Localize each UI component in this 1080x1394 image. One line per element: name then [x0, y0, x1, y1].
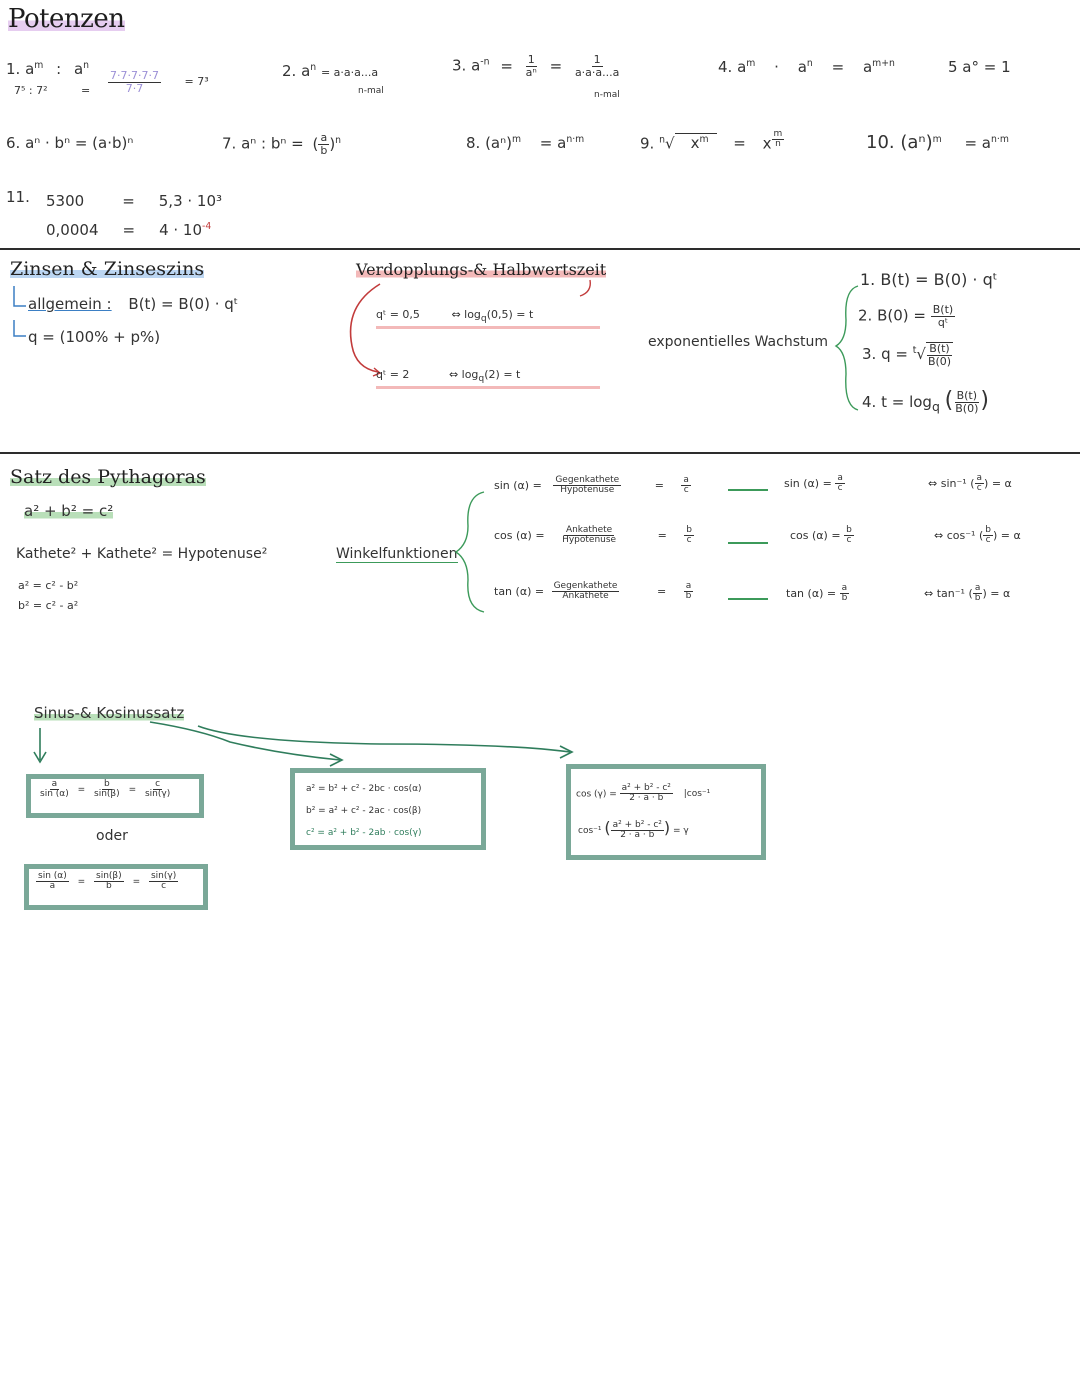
sin-ratio: sin (α) = $\frac{a}{c}$ [784, 473, 843, 494]
winkel-aus-seiten-box [566, 764, 766, 860]
rule-10: 10. $(a^n)^m = a^{n\cdot m}$ [866, 132, 1009, 153]
rule-9: 9. $^n$√ $x^m = x$ $^{\frac{m}{n}}$ [640, 129, 783, 153]
arctan: ⇔ tan⁻¹ ( $\frac{a}{b}$ ) = α [924, 583, 1011, 604]
pythagoras-heading: Satz des Pythagoras [10, 466, 206, 488]
wachstum-formula-4: 4. $t = \log_q$ ( $\frac{B(t)}{B(0)}$ ) [862, 388, 989, 415]
gamma-formula-1: cos (γ) = $\frac{\text{a² + b² - c²}}{2 \cdot a \cdot b}$ |cos⁻¹ [576, 783, 711, 804]
tan-ratio: tan (α) = $\frac{a}{b}$ [786, 583, 848, 604]
winkel-label: Winkelfunktionen [336, 546, 458, 562]
arccos: ⇔ cos⁻¹ ( $\frac{b}{c}$ ) = α [934, 525, 1021, 546]
rule-3-underbrace: n-mal [594, 90, 620, 100]
red-highlight-1 [376, 326, 600, 329]
rule-1: 1. $a^m$ : $a^n$ [6, 60, 90, 78]
rule-11: 5300 = 5,3 · 10³ $0,0004 = 4 \cdot 10^{-4}$ [46, 192, 223, 239]
rule-1-fraction: $\frac{7\cdot 7\cdot 7\cdot 7\cdot 7}{7\cdot 7}$ = 7³ [110, 69, 209, 95]
divider-1 [0, 248, 1080, 250]
wachstum-formula-3: 3. q = $^t$√ $\frac{B(t)}{B(0)}$ [862, 342, 952, 368]
connector-sin [728, 489, 768, 491]
page-title: Potenzen [8, 4, 125, 34]
arcsin: ⇔ sin⁻¹ ( $\frac{a}{c}$ ) = α [928, 473, 1012, 494]
wachstum-formula-2: 2. B(0) = $\frac{B(t)}{\text{qᵗ}}$ [858, 303, 954, 329]
gamma-formula-2: cos⁻¹ ( $\frac{\text{a² + b² - c²}}{2 \cdot a \cdot b}$ ) = γ [578, 818, 689, 840]
rule-1-example: 7⁵ : 7² = [14, 84, 91, 97]
sinussatz-formula-2: $\frac{\sin (\alpha)}{a}$ = $\frac{\sin(\beta)}{b}$ = $\frac{\sin(\gamma)}{c}$ [38, 871, 177, 892]
wachstum-formula-1: 1. B(t) = B(0) · qᵗ [860, 270, 998, 289]
winkel-brace [452, 486, 488, 616]
connector-tan [728, 598, 768, 600]
pythagoras-words: Kathete² + Kathete² = Hypotenuse² [16, 546, 268, 562]
pythagoras-rearranged: a² = c² - b² b² = c² - a² [18, 579, 79, 612]
rule-2: 2. $a^n = a\cdot a\cdot a...a$ [282, 62, 379, 80]
sinus-heading: Sinus-& Kosinussatz [34, 704, 185, 722]
red-highlight-2 [376, 386, 600, 389]
tan-definition: tan (α) = $\frac{\text{Gegenkathete}}{\text{Ankathete}}$ = $\frac{a}{b}$ [494, 581, 692, 602]
verdopplungszeit-formula: qᵗ = 2 ⇔ $\log_q(2) = t$ [376, 368, 521, 385]
divider-2 [0, 452, 1080, 454]
wachstum-brace [832, 280, 862, 420]
sin-definition: sin (α) = $\frac{\text{Gegenkathete}}{\text{Hypotenuse}}$ = $\frac{a}{c}$ [494, 475, 689, 496]
cos-definition: cos (α) = $\frac{\text{Ankathete}}{\text{Hypotenuse}}$ = $\frac{b}{c}$ [494, 525, 693, 546]
rule-5: 5 a° = 1 [948, 58, 1011, 76]
zinsen-heading: Zinsen & Zinseszins [10, 258, 205, 280]
rule-11-label: 11. [6, 188, 30, 206]
verdopplung-heading: Verdopplungs-& Halbwertszeit [356, 260, 607, 279]
pythagoras-formula: a² + b² = c² [24, 502, 114, 520]
rule-3: 3. $a^{-n}$ = $\frac{1}{\text{aⁿ}}$ = $\frac{1}{a\cdot a\cdot a...a}$ [452, 53, 620, 79]
rule-8: 8. $(a^n)^m = a^{n\cdot m}$ [466, 134, 585, 152]
kosinussatz-formulas: a² = b² + c² - 2bc · cos(α) b² = a² + c² - 2ac · cos(β) c² = a² + b² - 2ab · cos(γ) [306, 784, 422, 838]
wachstum-label: exponentielles Wachstum [648, 334, 828, 350]
rule-2-underbrace: n-mal [358, 86, 384, 96]
rule-7: 7. aⁿ : bⁿ = ( $\frac{a}{b}$ )$^n$ [222, 131, 342, 157]
halbwertszeit-formula: qᵗ = 0,5 ⇔ $\log_q(0,5) = t$ [376, 308, 534, 325]
rule-4: 4. $a^m \cdot a^n = a^{m+n}$ [718, 58, 895, 76]
rule-6: 6. aⁿ · bⁿ = (a·b)ⁿ [6, 134, 134, 152]
connector-cos [728, 542, 768, 544]
oder-label: oder [96, 828, 128, 844]
zinsen-formula-1: allgemein : B(t) = B(0) · qᵗ [28, 295, 239, 313]
sinussatz-formula-1: $\frac{a}{\sin (\alpha)}$ = $\frac{b}{\sin(\beta)}$ = $\frac{c}{\sin(\gamma)}$ [40, 779, 171, 800]
cos-ratio: cos (α) = $\frac{b}{c}$ [790, 525, 852, 546]
zinsen-formula-2: q = (100% + p%) [28, 328, 161, 346]
